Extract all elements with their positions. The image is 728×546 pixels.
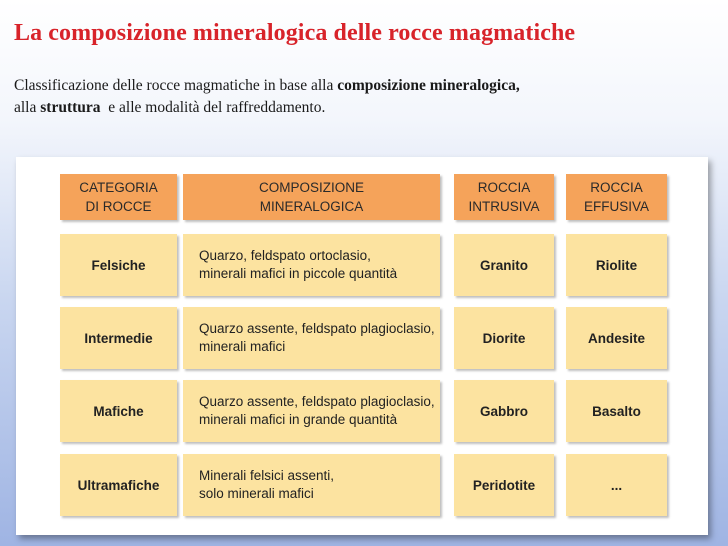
slide-title: La composizione mineralogica delle rocce magmatiche bbox=[14, 20, 576, 46]
row-composition bbox=[183, 454, 440, 516]
row-effusive: Riolite bbox=[566, 234, 667, 296]
composition-line1: Quarzo assente, feldspato plagioclasio, bbox=[199, 394, 435, 409]
subtitle-text: alla bbox=[14, 99, 41, 116]
row-intrusive: Granito bbox=[454, 234, 554, 296]
header-category-line1: CATEGORIA bbox=[79, 180, 158, 195]
row-intrusive: Gabbro bbox=[454, 380, 554, 442]
composition-line2: solo minerali mafici bbox=[199, 486, 314, 501]
header-intrusive bbox=[454, 174, 554, 220]
header-intrusive-line1: ROCCIA bbox=[477, 180, 531, 195]
header-effusive-line1: ROCCIA bbox=[590, 180, 643, 195]
row-composition bbox=[183, 307, 440, 369]
row-intrusive: Diorite bbox=[454, 307, 554, 369]
row-category: Mafiche bbox=[60, 380, 177, 442]
composition-line1: Minerali felsici assenti, bbox=[199, 468, 335, 483]
header-composition-line2: MINERALOGICA bbox=[259, 199, 364, 214]
header-composition-line1: COMPOSIZIONE bbox=[258, 180, 364, 195]
header-intrusive-line2: INTRUSIVA bbox=[468, 199, 540, 214]
subtitle-text: e alle modalità del raffreddamento. bbox=[100, 99, 326, 116]
row-effusive: Andesite bbox=[566, 307, 667, 369]
row-category: Felsiche bbox=[60, 234, 177, 296]
composition-line2: minerali mafici bbox=[199, 339, 286, 354]
row-effusive: ... bbox=[566, 454, 667, 516]
header-effusive-line2: EFFUSIVA bbox=[583, 199, 649, 214]
subtitle-text: Classificazione delle rocce magmatiche in base alla bbox=[14, 77, 338, 94]
composition-line1: Quarzo, feldspato ortoclasio, bbox=[199, 248, 371, 263]
row-category: Intermedie bbox=[60, 307, 177, 369]
classification-table bbox=[16, 157, 708, 535]
row-category: Ultramafiche bbox=[60, 454, 177, 516]
composition-line2: minerali mafici in grande quantità bbox=[199, 412, 398, 427]
composition-line2: minerali mafici in piccole quantità bbox=[199, 266, 398, 281]
row-effusive: Basalto bbox=[566, 380, 667, 442]
composition-line1: Quarzo assente, feldspato plagioclasio, bbox=[199, 321, 435, 336]
header-composition bbox=[183, 174, 440, 220]
header-effusive bbox=[566, 174, 667, 220]
header-category-line2: DI ROCCE bbox=[85, 199, 152, 214]
subtitle-bold-structure: struttura bbox=[40, 99, 101, 116]
slide-subtitle bbox=[14, 75, 714, 119]
subtitle-bold-composition: composizione mineralogica, bbox=[337, 77, 520, 94]
row-composition bbox=[183, 234, 440, 296]
row-composition bbox=[183, 380, 440, 442]
row-intrusive: Peridotite bbox=[454, 454, 554, 516]
header-category bbox=[60, 174, 177, 220]
